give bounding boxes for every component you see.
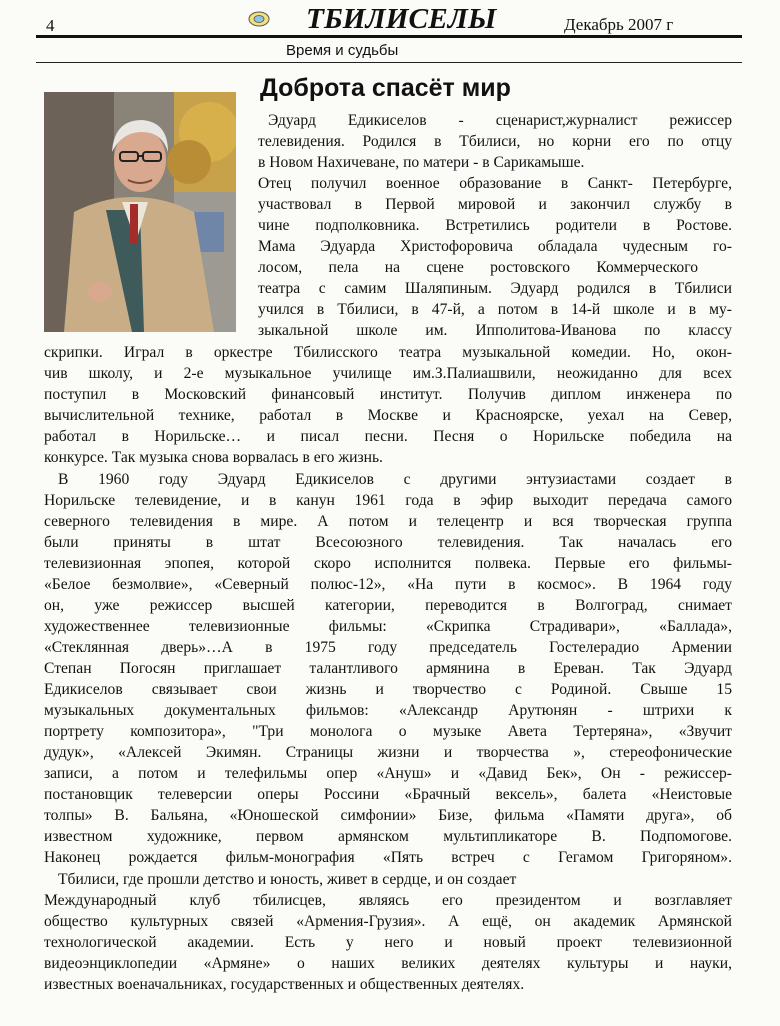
- article-line: лосом, пела на сцене ростовского Коммерческого: [258, 259, 698, 276]
- article-line: конкурсе. Так музыка снова ворвалась в его жизнь.: [44, 449, 383, 466]
- article-line: чив школу, и 2-е музыкальное училище им.З.Палиашвили, неожиданно для всех: [44, 365, 732, 382]
- article-line: Норильске телевидение, и в канун 1961 года в эфир выходит передача самого: [44, 492, 732, 509]
- article-line: Степан Погосян приглашает талантливого армянина в Ереван. Так Эдуард: [44, 660, 732, 677]
- article-line: поступил в Московский финансовый институт. Получив диплом инженера по: [44, 386, 732, 403]
- article-line: Мама Эдуарда Христофоровича обладала чудесным го-: [258, 238, 732, 255]
- article-line: «Белое безмолвие», «Северный полюс-12», «На пути в космос». В 1964 году: [44, 576, 732, 593]
- article-line: Едикиселов связывает свои жизнь и творчество с Родиной. Свыше 15: [44, 681, 732, 698]
- article-line: скрипки. Играл в оркестре Тбилисского театра музыкальной комедии. Но, окон-: [44, 344, 732, 361]
- article-line: театра с самим Шаляпиным. Эдуард родился в Тбилиси: [258, 280, 732, 297]
- article-line: художественнее телевизионные фильмы: «Скрипка Страдивари», «Баллада»,: [44, 618, 732, 635]
- article-line: телевидения. Родился в Тбилиси, но корни его по отцу: [258, 133, 732, 150]
- article-line: музыкальных документальных фильмов: «Александр Арутюнян - штрихи к: [44, 702, 732, 719]
- portrait-photo: [44, 92, 236, 332]
- newspaper-emblem-icon: [248, 10, 270, 28]
- article-line: записи, а потом и телефильмы опер «Ануш» и «Давид Бек», Он - режиссер-: [44, 765, 732, 782]
- article-line: Наконец рождается фильм-монография «Пять встреч с Гегамом Григоряном».: [44, 849, 732, 866]
- article-line: Отец получил военное образование в Санкт- Петербурге,: [258, 175, 732, 192]
- article-line: Тбилиси, где прошли детство и юность, живет в сердце, и он создает: [58, 871, 517, 888]
- article-line: работал в Норильске… и писал песни. Песня о Норильске победила на: [44, 428, 732, 445]
- article-line: известных военачальниках, государственных и общественных деятелях.: [44, 976, 525, 993]
- article-line: учился в Тбилиси, в 47-й, а потом в 14-й школе и в му-: [258, 301, 732, 318]
- section-label: Время и судьбы: [286, 42, 399, 59]
- newspaper-masthead: ТБИЛИСЕЛЫ: [306, 4, 497, 35]
- article-line: технологической академии. Есть у него и новый проект телевизионной: [44, 934, 732, 951]
- article-line: общество культурных связей «Армения-Грузия». А ещё, он академик Армянской: [44, 913, 732, 930]
- article-line: чине подполковника. Встретились родители в Ростове.: [258, 217, 732, 234]
- article-line: «Стеклянная дверь»…А в 1975 году председатель Гостелерадио Армении: [44, 639, 732, 656]
- article-line: В 1960 году Эдуард Едикиселов с другими энтузиастами создает в: [58, 471, 732, 488]
- article-line: вычислительной технике, работал в Москве и Красноярске, уехал на Север,: [44, 407, 732, 424]
- article-line: дудук», «Алексей Экимян. Страницы жизни и творчества », стереофонические: [44, 744, 732, 761]
- article-line: телевизионная эпопея, которой скоро исполнится полвека. Первые его фильмы-: [44, 555, 732, 572]
- article-line: портрету композитора», "Три монолога о музыке Авета Тертеряна», «Звучит: [44, 723, 732, 740]
- article-line: зыкальной школе им. Ипполитова-Иванова по классу: [258, 322, 732, 339]
- article-line: постановщик телеверсии оперы Россини «Брачный вексель», балета «Неистовые: [44, 786, 732, 803]
- article-line: известном художнике, первом армянском мультипликаторе В. Подпомогове.: [44, 828, 732, 845]
- article-line: толпы» В. Бальяна, «Юношеской симфонии» Бизе, фильма «Памяти друга», об: [44, 807, 732, 824]
- article-headline: Доброта спасёт мир: [260, 74, 511, 102]
- article-line: Международный клуб тбилисцев, являясь его президентом и возглавляет: [44, 892, 732, 909]
- article-line: видеоэнциклопедии «Армяне» о наших великих деятелях культуры и науки,: [44, 955, 732, 972]
- article-line: северного телевидения в мире. А потом и телецентр и вся творческая группа: [44, 513, 732, 530]
- article-line: он, уже режиссер высшей категории, переводится в Волгоград, снимает: [44, 597, 732, 614]
- header-rule: [36, 35, 742, 38]
- article-line: участвовал в Первой мировой и закончил службу в: [258, 196, 732, 213]
- article-line: были приняты в штат Всесоюзного телевидения. Так началась его: [44, 534, 732, 551]
- article-line: в Новом Нахичеване, по матери - в Сарикамыше.: [258, 154, 585, 171]
- section-rule: [36, 62, 742, 63]
- page-number: 4: [46, 16, 55, 35]
- issue-date: Декабрь 2007 г: [564, 15, 674, 34]
- article-line: Эдуард Едикиселов - сценарист,журналист режиссер: [268, 112, 732, 129]
